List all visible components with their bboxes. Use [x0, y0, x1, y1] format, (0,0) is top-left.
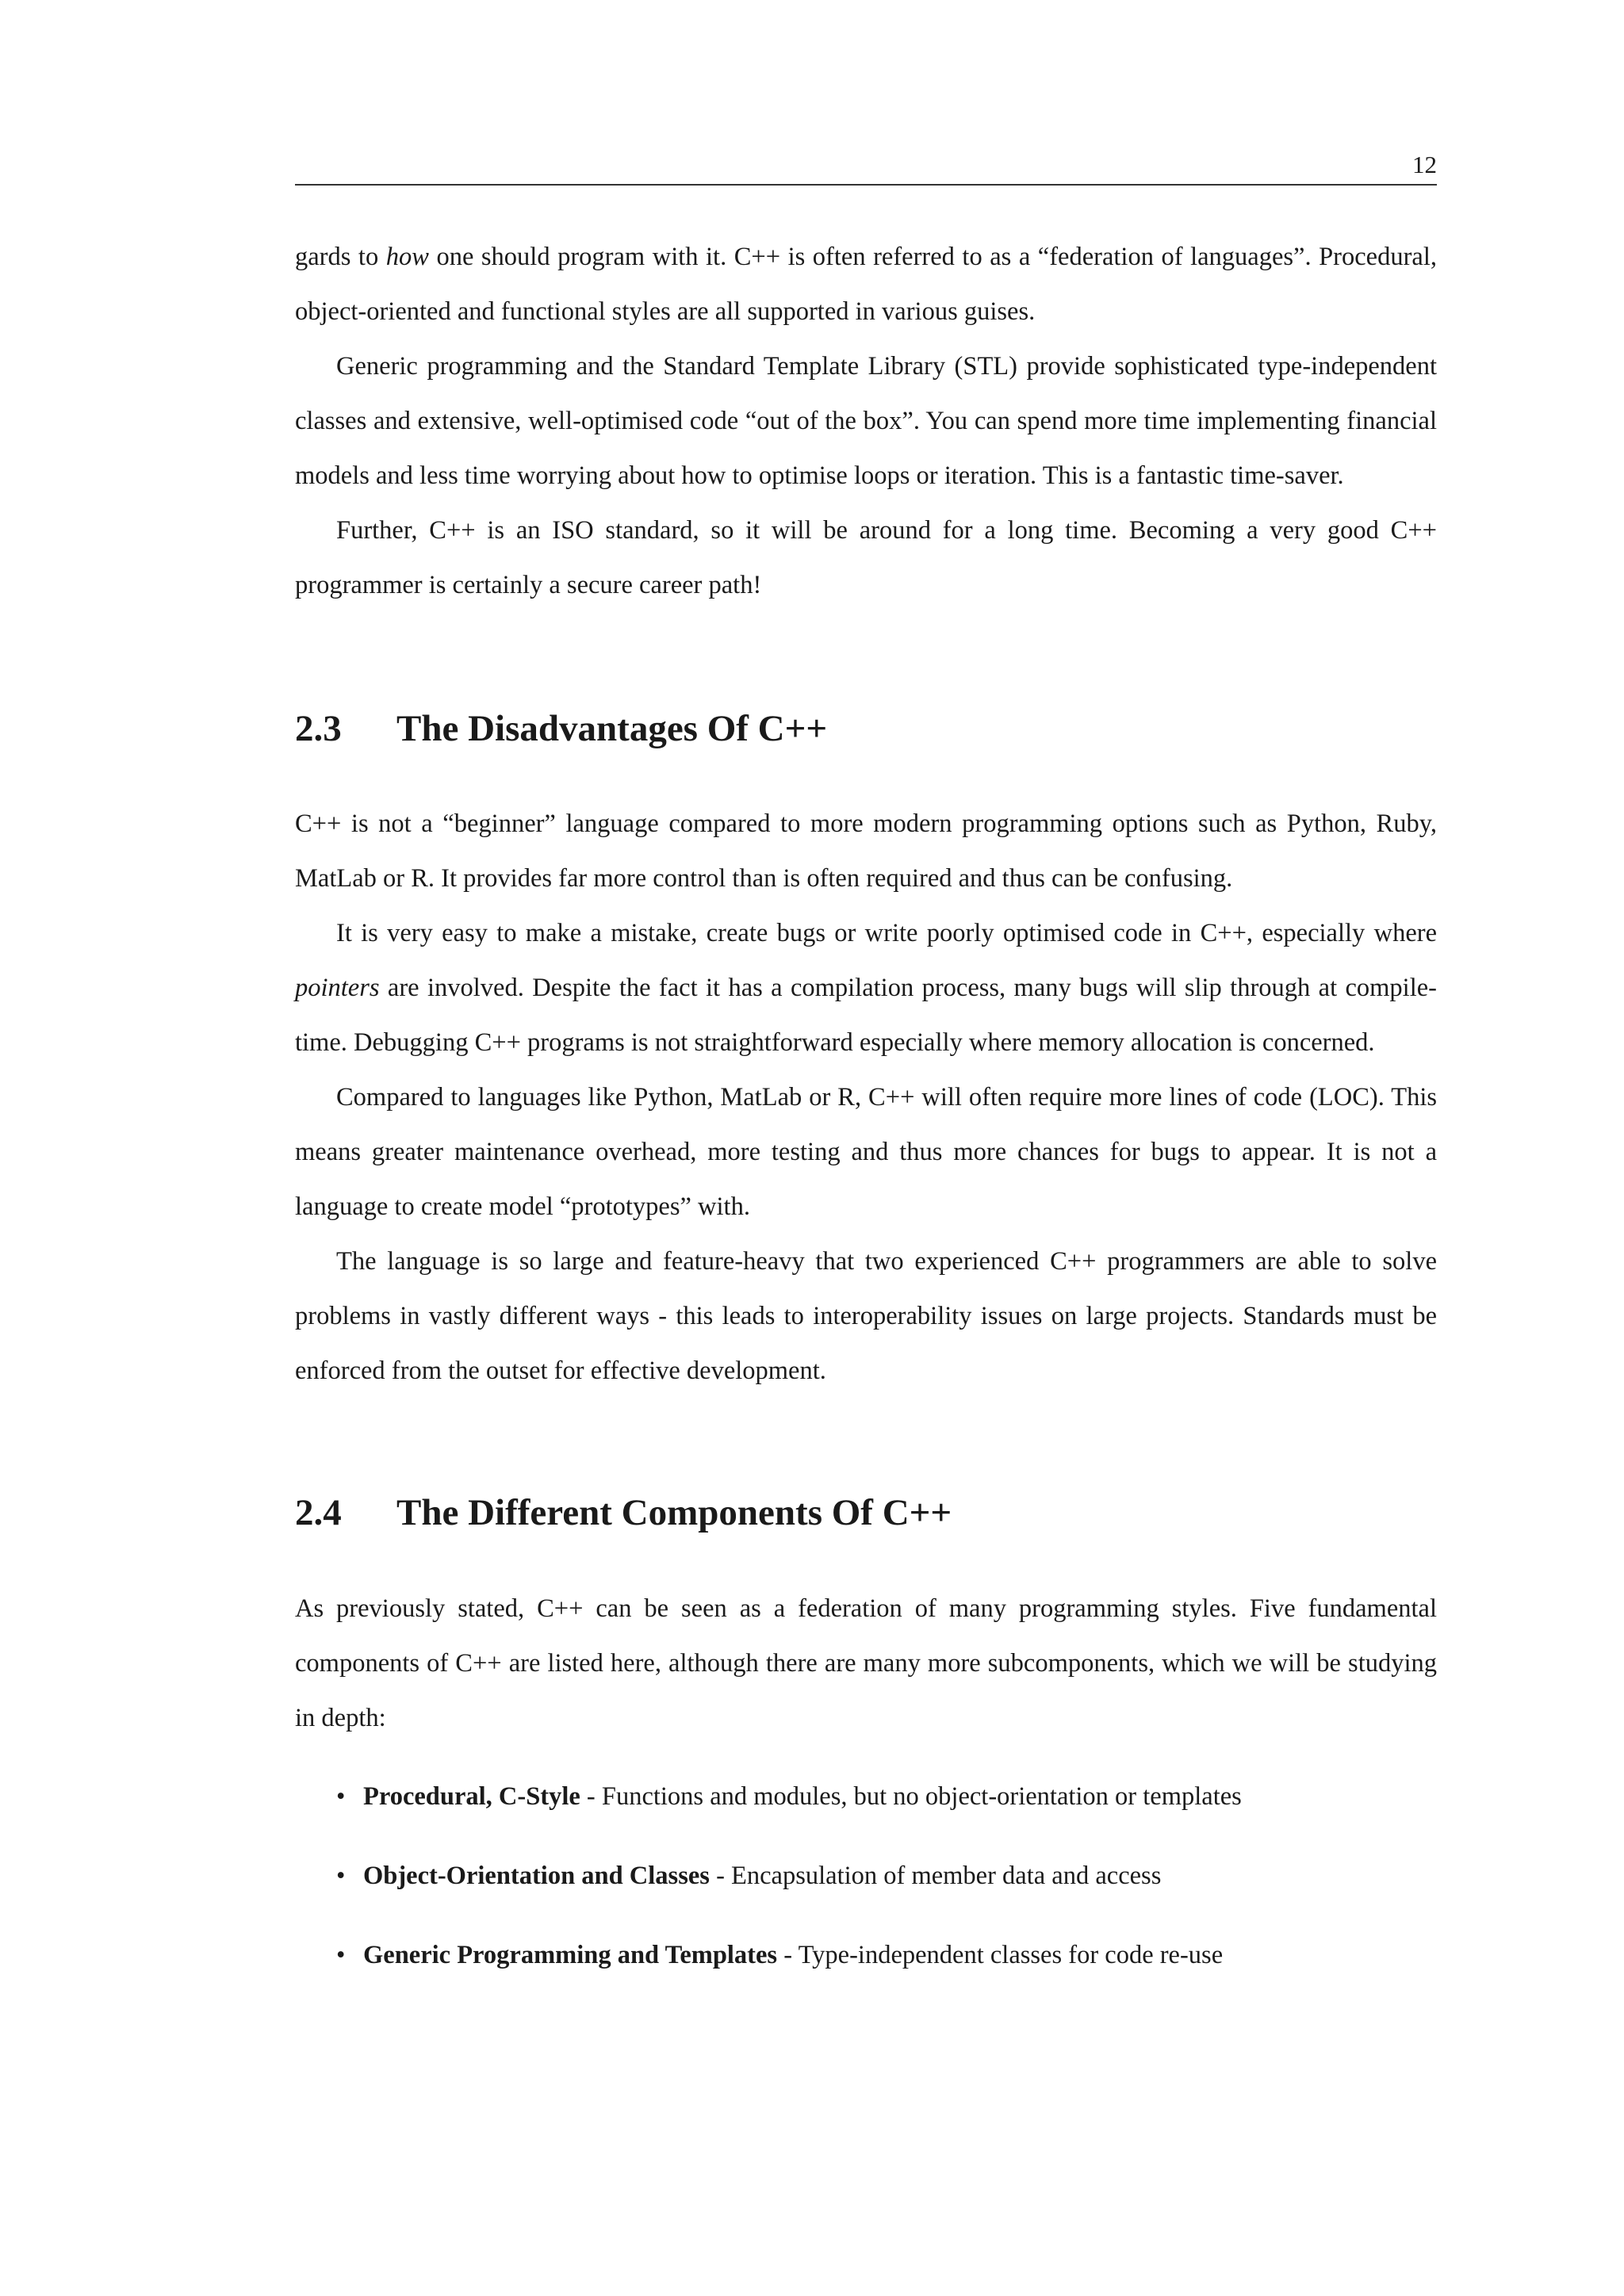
disadvantages-p2-before: It is very easy to make a mistake, create bugs or write poorly optimised code in C++, especially where — [336, 919, 1437, 948]
intro-p1-before: gards to — [295, 243, 386, 271]
section-number: 2.3 — [295, 708, 342, 749]
components-list — [295, 1781, 1437, 1971]
disadvantages-paragraph-4: The language is so large and feature-heavy that two experienced C++ programmers are able to solve problems in vastly different ways - this leads to interoperability issues on large projects. Standards must be enforced from the outset for effective development. — [295, 1247, 1437, 1386]
disadvantages-p2-emphasis: pointers — [295, 974, 380, 1003]
list-item-desc: - Encapsulation of member data and access — [709, 1861, 1162, 1890]
intro-paragraph-3: Further, C++ is an ISO standard, so it will be around for a long time. Becoming a very good C++ programmer is certainly a secure career path! — [295, 516, 1437, 599]
disadvantages-paragraph-1: C++ is not a “beginner” language compared to more modern programming options such as Python, Ruby, MatLab or R. It provides far more control than is often required and thus can be confusing. — [295, 809, 1437, 894]
running-header — [295, 146, 1437, 186]
section-heading-2-4 — [295, 1490, 1437, 1535]
components-paragraph-1: As previously stated, C++ can be seen as a federation of many programming styles. Five fundamental components of C++ are listed here, although there are many more subcomponents, which we will be studying in depth: — [295, 1594, 1437, 1732]
disadvantages-paragraph-3: Compared to languages like Python, MatLab or R, C++ will often require more lines of code (LOC). This means greater maintenance overhead, more testing and thus more chances for bugs to appear. It is not a language to create model “prototypes” with. — [295, 1083, 1437, 1222]
disadvantages-p2-after: are involved. Despite the fact it has a compilation process, many bugs will slip through at compile-time. Debugging C++ programs is not straightforward especially where memory allocation is concerned. — [295, 974, 1437, 1058]
section-title: The Different Components Of C++ — [396, 1492, 952, 1534]
list-item-term: Procedural, C-Style — [363, 1781, 580, 1811]
bullet-icon: • — [336, 1861, 346, 1890]
list-item — [336, 1781, 1437, 1812]
section-number: 2.4 — [295, 1492, 342, 1534]
list-item-term: Object-Orientation and Classes — [363, 1861, 710, 1890]
intro-paragraph-2: Generic programming and the Standard Template Library (STL) provide sophisticated type-independent classes and extensive, well-optimised code “out of the box”. You can spend more time implementing financial models and less time worrying about how to optimise loops or iteration. This is a fantastic time-saver. — [295, 352, 1437, 490]
bullet-icon: • — [336, 1781, 346, 1811]
intro-p1-emphasis: how — [385, 243, 429, 271]
intro-paragraph-1 — [295, 230, 1437, 339]
list-item-desc: - Type-independent classes for code re-use — [777, 1940, 1224, 1969]
section-title: The Disadvantages Of C++ — [396, 708, 828, 749]
list-item-desc: - Functions and modules, but no object-orientation or templates — [580, 1781, 1242, 1811]
page-body — [295, 230, 1437, 2019]
section-heading-2-3 — [295, 706, 1437, 751]
bullet-icon: • — [336, 1940, 346, 1969]
list-item-term: Generic Programming and Templates — [363, 1940, 778, 1969]
list-item — [336, 1860, 1437, 1892]
page-number: 12 — [1412, 151, 1437, 178]
list-item — [336, 1939, 1437, 1971]
disadvantages-paragraph-2 — [295, 906, 1437, 1070]
book-page — [295, 0, 1437, 2296]
intro-p1-after: one should program with it. C++ is often referred to as a “federation of languages”. Procedural, object-oriented and functional styles are all supported in various guises. — [295, 243, 1437, 326]
